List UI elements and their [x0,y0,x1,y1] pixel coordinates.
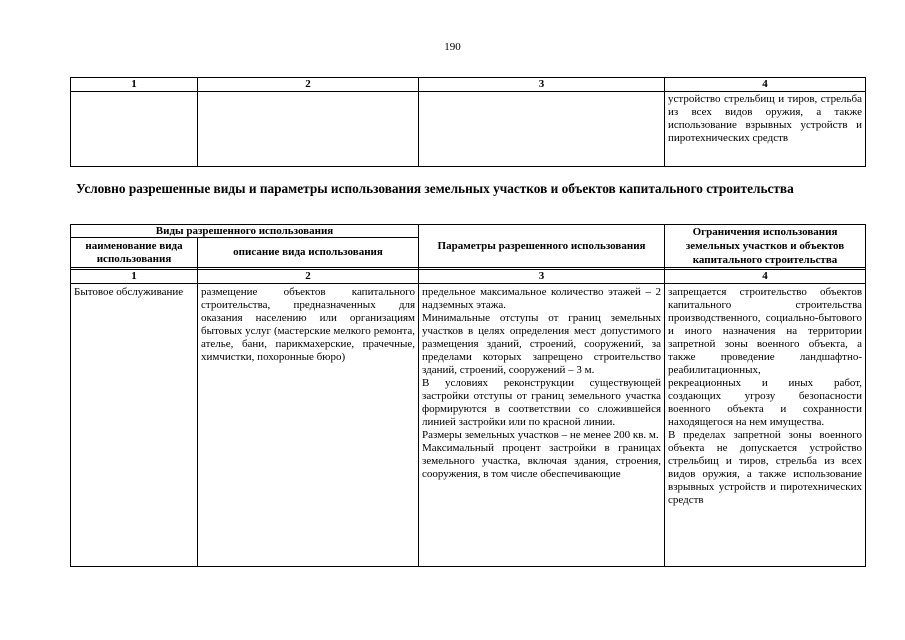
page-number: 190 [444,41,461,53]
header-use-types: Виды разрешенного использования [71,225,419,238]
column-number-row [71,78,866,92]
col-number-2: 2 [198,270,419,284]
col-number-2: 2 [198,78,419,92]
col-number-3: 3 [419,270,665,284]
col-number-3: 3 [419,78,665,92]
header-name: наименование вида использования [71,238,198,268]
top-cell-2 [198,92,419,167]
conditional-use-table [70,224,866,567]
limits-paragraph: В пределах запретной зоны военного объекта не допускается устройство стрельбищ и тиров, стрельба из всех видов оружия, а также использование взрывных устройств и пиротехнических средств [668,429,863,506]
col-number-4: 4 [665,78,866,92]
top-continuation-table [70,77,866,167]
table-row [71,284,866,567]
use-limits [665,284,866,567]
col-number-1: 1 [71,78,198,92]
top-cell-4: устройство стрельбищ и тиров, стрельба из всех видов оружия, а также использование взрывных устройств и пиротехнических средств [665,92,866,167]
top-cell-3 [419,92,665,167]
col-number-1: 1 [71,270,198,284]
col-number-4: 4 [665,270,866,284]
params-paragraph: предельное максимальное количество этажей – 2 надземных этажа. [422,286,662,311]
top-cell-1 [71,92,198,167]
params-paragraph: Максимальный процент застройки в границах земельного участка, включая здания, строения, сооружения, в том числе обеспечивающие [422,442,662,480]
limits-paragraph: запрещается строительство объектов капитального строительства производственного, социально-бытового и иного назначения на территории запретной зоны военного объекта, а также проведение ландшафтно-реабилитационных, [668,286,863,376]
header-description: описание вида использования [198,238,419,268]
use-name: Бытовое обслуживание [71,284,198,567]
header-params: Параметры разрешенного использования [419,225,665,268]
header-limits: Ограничения использования земельных участков и объектов капитального строительства [665,225,866,268]
params-paragraph: Размеры земельных участков – не менее 200 кв. м. [422,429,659,441]
table-row [71,92,866,167]
limits-paragraph: рекреационных и иных работ, создающих угрозу безопасности военного объекта и сохранности находящегося на нем имущества. [668,377,863,428]
use-description: размещение объектов капитального строительства, предназначенных для оказания населению или организациям бытовых услуг (мастерские мелкого ремонта, ателье, бани, парикмахерские, прачечные, химчистки, похоронные бюро) [198,284,419,567]
use-params [419,284,665,567]
params-paragraph: В условиях реконструкции существующей застройки отступы от границ земельного участка формируются в соответствии со сложившейся линией застройки или по красной линии. [422,377,662,428]
header-row-1 [71,225,866,238]
params-paragraph: Минимальные отступы от границ земельных участков в целях определения мест допустимого размещения зданий, строений, сооружений, за пределами которых запрещено строительство зданий, строений, сооружений – 3 м. [422,312,662,376]
column-number-row [71,270,866,284]
section-title: Условно разрешенные виды и параметры использования земельных участков и объектов капитального строительства [76,181,794,196]
